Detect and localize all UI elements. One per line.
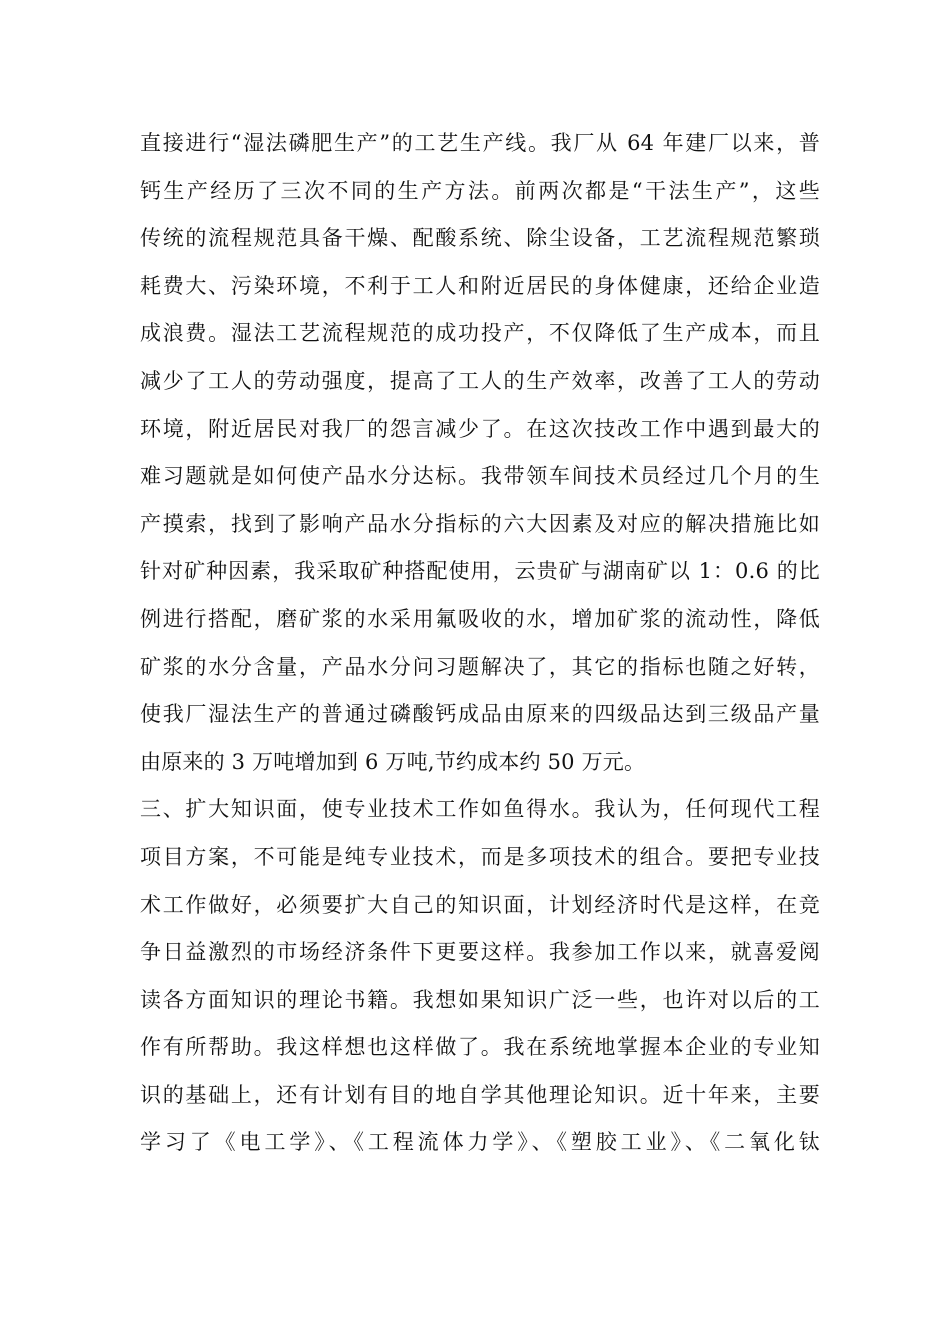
text-line: 项目方案，不可能是纯专业技术，而是多项技术的组合。要把专业技 bbox=[140, 844, 820, 869]
text-line: 术工作做好，必须要扩大自己的知识面，计划经济时代是这样，在竞 bbox=[140, 892, 820, 917]
text-line: 识的基础上，还有计划有目的地自学其他理论知识。近十年来，主要 bbox=[140, 1082, 820, 1107]
text-line: 作有所帮助。我这样想也这样做了。我在系统地掌握本企业的专业知 bbox=[140, 1035, 820, 1060]
text-line: 学习了《电工学》、《工程流体力学》、《塑胶工业》、《二氧化钛 bbox=[140, 1130, 820, 1155]
text-line: 直接进行“湿法磷肥生产”的工艺生产线。我厂从 64 年建厂以来，普 bbox=[140, 131, 820, 155]
text-line: 传统的流程规范具备干燥、配酸系统、除尘设备，工艺流程规范繁琐 bbox=[140, 226, 820, 251]
text-line: 读各方面知识的理论书籍。我想如果知识广泛一些，也许对以后的工 bbox=[140, 987, 820, 1012]
body-text bbox=[140, 120, 820, 1167]
text-line: 由原来的 3 万吨增加到 6 万吨,节约成本约 50 万元。 bbox=[140, 749, 646, 774]
text-line: 产摸索，找到了影响产品水分指标的六大因素及对应的解决措施比如 bbox=[140, 511, 820, 536]
text-line: 例进行搭配，磨矿浆的水采用氟吸收的水，增加矿浆的流动性，降低 bbox=[140, 606, 820, 631]
text-line: 环境，附近居民对我厂的怨言减少了。在这次技改工作中遇到最大的 bbox=[140, 416, 820, 441]
text-line: 难习题就是如何使产品水分达标。我带领车间技术员经过几个月的生 bbox=[140, 464, 820, 489]
text-line: 三、扩大知识面，使专业技术工作如鱼得水。我认为，任何现代工程 bbox=[140, 797, 820, 822]
text-line: 成浪费。湿法工艺流程规范的成功投产，不仅降低了生产成本，而且 bbox=[140, 321, 820, 346]
text-line: 针对矿种因素，我采取矿种搭配使用，云贵矿与湖南矿以 1：0.6 的比 bbox=[140, 559, 820, 584]
text-line: 耗费大、污染环境，不利于工人和附近居民的身体健康，还给企业造 bbox=[140, 273, 820, 298]
text-line: 使我厂湿法生产的普通过磷酸钙成品由原来的四级品达到三级品产量 bbox=[140, 702, 820, 727]
text-line: 矿浆的水分含量，产品水分问习题解决了，其它的指标也随之好转， bbox=[140, 654, 820, 679]
text-line: 减少了工人的劳动强度，提高了工人的生产效率，改善了工人的劳动 bbox=[140, 368, 820, 393]
text-line: 钙生产经历了三次不同的生产方法。前两次都是“干法生产”，这些 bbox=[140, 178, 820, 203]
text-line: 争日益激烈的市场经济条件下更要这样。我参加工作以来，就喜爱阅 bbox=[140, 940, 820, 965]
